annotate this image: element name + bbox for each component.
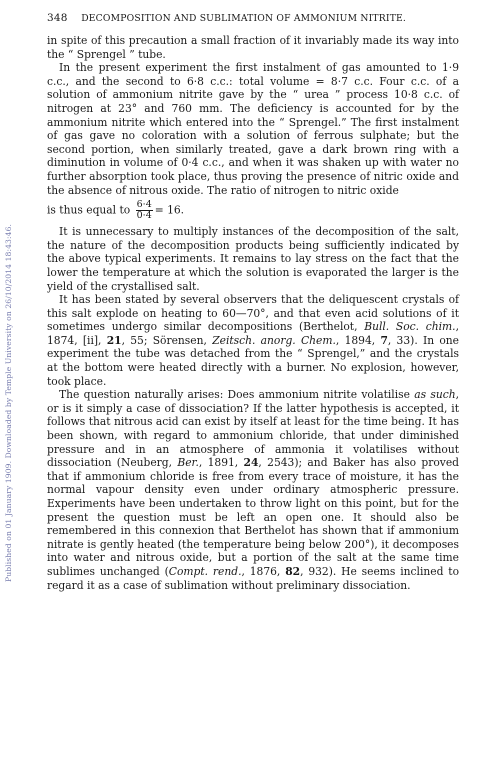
- ratio-fraction: [136, 200, 153, 221]
- running-header: [47, 12, 459, 24]
- paragraph-5-text: , 932). He seems inclined to regard it as a case of sublimation without preliminary dissociation.: [47, 564, 460, 592]
- citation-journal: Zeitsch. anorg. Chem.: [212, 333, 336, 347]
- paragraph-4-text: It has been stated by several observers that the deliquescent crystals of this salt explode on heating to 60—70°, and that even acid solutions of it sometimes undergo similar decompositions (Berthelot,: [47, 293, 459, 334]
- paragraph-5-text: , 2543); and Baker has also proved that if ammonium chloride is free from every trace of moisture, it has the normal vapour density even under ordinary atmospheric pressure. Experiments have been undertaken to throw light on this point, but for the present the question must be left an open one. It should also be remembered in this connexion that Berthelot has shown that if ammonium nitrate is gently heated (the temperature being below 200°), it decomposes into water and nitrous oxide, but a portion of the salt at the same time sublimes unchanged (: [47, 456, 459, 578]
- download-notice-text: Published on 01 January 1909. Downloaded by Temple University on 26/10/2014 18:43:46.: [4, 223, 13, 582]
- citation-journal: Compt. rend.: [168, 564, 242, 578]
- emphasis-text: as such: [414, 388, 456, 402]
- citation-volume: 21: [106, 333, 122, 347]
- page-body: [47, 12, 459, 592]
- paragraph-4-text: , 1874, [ii],: [47, 320, 459, 347]
- paragraph-2: In the present experiment the first instalment of gas amounted to 1·9 c.c., and the second to 6·8 c.c.: total volume = 8·7 c.c. Four c.c. of a solution of ammonium nitrite gave by the “ urea ” process 10·8 c.c. of nitrogen at 23° and 760 mm. The deficiency is accounted for by the ammonium nitrite which entered into the “ Sprengel.” The first instalment of gas gave no coloration with a solution of ferrous sulphate; but the second portion, when similarly treated, gave a dark brown ring with a diminution in volume of 0·4 c.c., and when it was shaken up with water no further absorption took place, thus proving the presence of nitric oxide and the absence of nitrous oxide. The ratio of nitrogen to nitric oxide: [47, 61, 459, 197]
- paragraph-5: [47, 388, 459, 592]
- paragraph-5-text: The question naturally arises: Does ammonium nitrite volatilise: [59, 388, 410, 402]
- paragraph-1: in spite of this precaution a small fraction of it invariably made its way into the “ Sprengel ” tube.: [47, 34, 459, 61]
- paragraph-4-text: , 1894,: [335, 333, 376, 347]
- paragraph-5-text: , 1891,: [198, 456, 239, 470]
- running-title: DECOMPOSITION AND SUBLIMATION OF AMMONIUM NITRITE.: [81, 13, 407, 24]
- fraction-numerator: 6·4: [136, 199, 152, 211]
- citation-journal: Ber.: [177, 456, 199, 470]
- paragraph-4: [47, 293, 459, 388]
- citation-volume: 7: [380, 333, 388, 347]
- citation-volume: 82: [285, 564, 301, 578]
- download-notice: [2, 70, 16, 590]
- citation-volume: 24: [243, 456, 259, 470]
- fraction-denominator: 0·4: [136, 210, 152, 222]
- page-number: 348: [47, 12, 68, 24]
- paragraph-4-text: , 55; Sörensen,: [121, 333, 207, 347]
- ratio-lead-text: is thus equal to: [47, 203, 131, 217]
- paragraph-5-text: , or is it simply a case of dissociation? If the latter hypothesis is accepted, it follows that nitrous acid can exist by itself at least for the time being. It has been shown, with regard to ammonium chloride, that under diminished pressure and in an atmosphere of ammonia it volatilises without dissociation (Neuberg,: [47, 388, 459, 470]
- paragraph-4-text: , 33). In one experiment the tube was detached from the “ Sprengel,” and the crystals at the bottom were heated directly with a burner. No explosion, however, took place.: [47, 333, 460, 388]
- paragraph-3: It is unnecessary to multiply instances of the decomposition of the salt, the nature of the decomposition products being sufficiently indicated by the above typical experiments. It remains to lay stress on the fact that the lower the temperature at which the solution is evaporated the larger is the yield of the crystallised salt.: [47, 225, 459, 293]
- citation-journal: Bull. Soc. chim.: [364, 320, 456, 334]
- ratio-result: = 16.: [154, 203, 185, 217]
- paragraph-5-text: , 1876,: [241, 564, 281, 578]
- ratio-line: [47, 200, 459, 221]
